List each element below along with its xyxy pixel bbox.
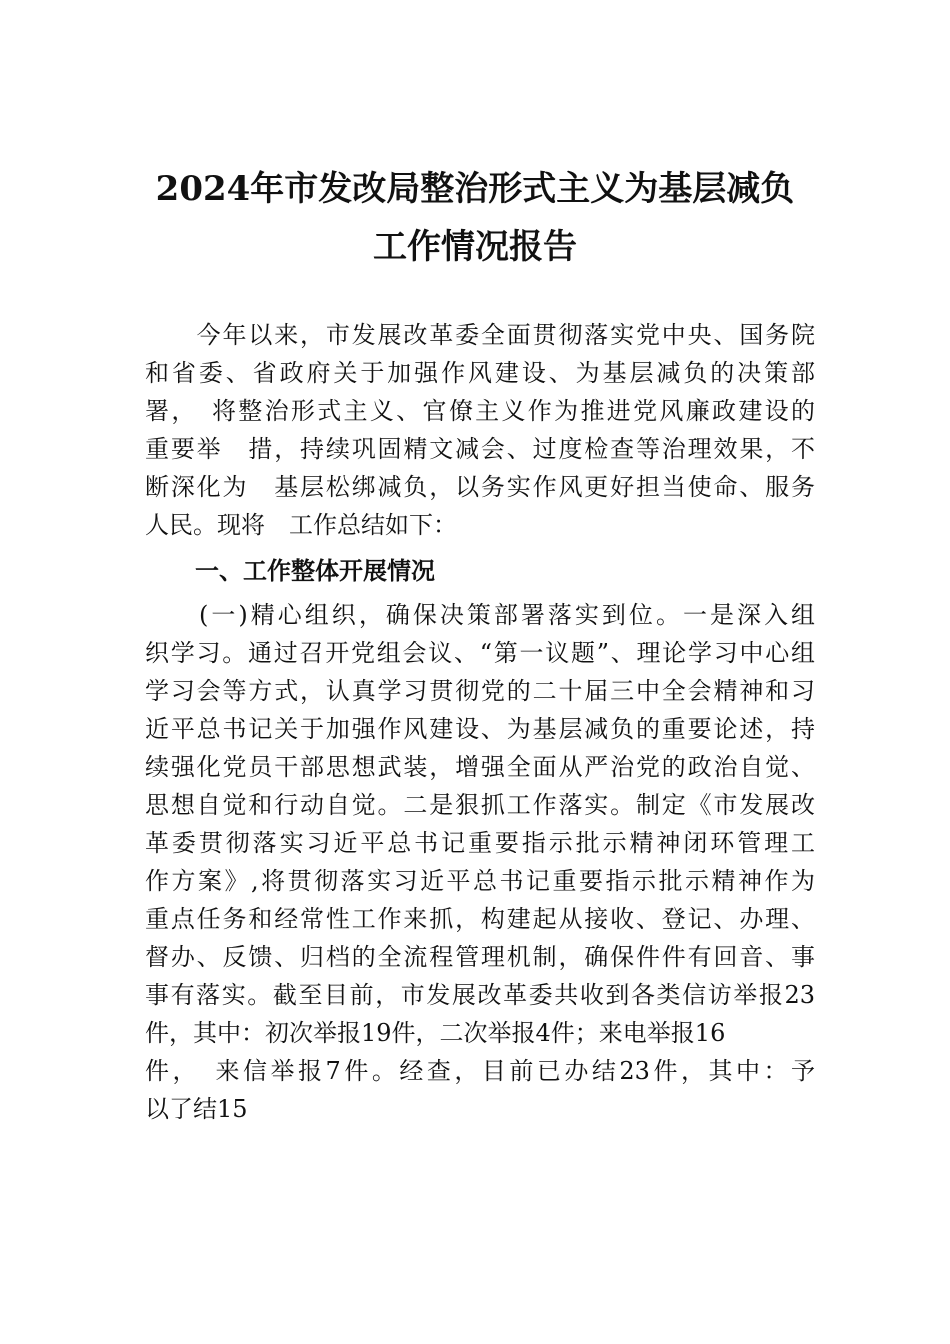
intro-line: 和省委、省政府关于加强作风建设、为基层减负的决策部	[145, 359, 815, 387]
body-line: 革委贯彻落实习近平总书记重要指示批示精神闭环管理工	[145, 829, 815, 857]
body-line: 思想自觉和行动自觉。二是狠抓工作落实。制定《市发展改	[145, 791, 815, 819]
body-line: 以了结15	[145, 1095, 248, 1123]
intro-line: 断深化为 基层松绑减负，以务实作风更好担当使命、服务	[145, 473, 815, 501]
intro-line: 今年以来，市发展改革委全面贯彻落实党中央、国务院	[145, 321, 815, 349]
body-line: 学习会等方式，认真学习贯彻党的二十届三中全会精神和习	[145, 677, 815, 705]
body-line: 续强化党员干部思想武装，增强全面从严治党的政治自觉、	[145, 753, 815, 781]
body-line: 件，其中：初次举报19件，二次举报4件；来电举报16	[145, 1019, 726, 1047]
body-line: (一)精心组织，确保决策部署落实到位。一是深入组	[145, 601, 815, 629]
document-title-line-2: 工作情况报告	[373, 227, 577, 267]
body-line: 作方案》,将贯彻落实习近平总书记重要指示批示精神作为	[145, 867, 815, 895]
body-line: 督办、反馈、归档的全流程管理机制，确保件件有回音、事	[145, 943, 815, 971]
body-line: 重点任务和经常性工作来抓，构建起从接收、登记、办理、	[145, 905, 815, 933]
section-heading: 一、工作整体开展情况	[195, 557, 435, 585]
body-line: 织学习。通过召开党组会议、“第一议题”、理论学习中心组	[145, 639, 815, 667]
body-line: 件， 来信举报7件。经查，目前已办结23件，其中：予	[145, 1057, 815, 1085]
intro-line: 署， 将整治形式主义、官僚主义作为推进党风廉政建设的	[145, 397, 815, 425]
document-title-line-1: 2024年市发改局整治形式主义为基层减负	[155, 169, 795, 209]
intro-line: 人民。现将 工作总结如下：	[145, 511, 457, 539]
body-line: 近平总书记关于加强作风建设、为基层减负的重要论述，持	[145, 715, 815, 743]
body-line: 事有落实。截至目前，市发展改革委共收到各类信访举报23	[145, 981, 815, 1009]
intro-line: 重要举 措，持续巩固精文减会、过度检查等治理效果，不	[145, 435, 815, 463]
